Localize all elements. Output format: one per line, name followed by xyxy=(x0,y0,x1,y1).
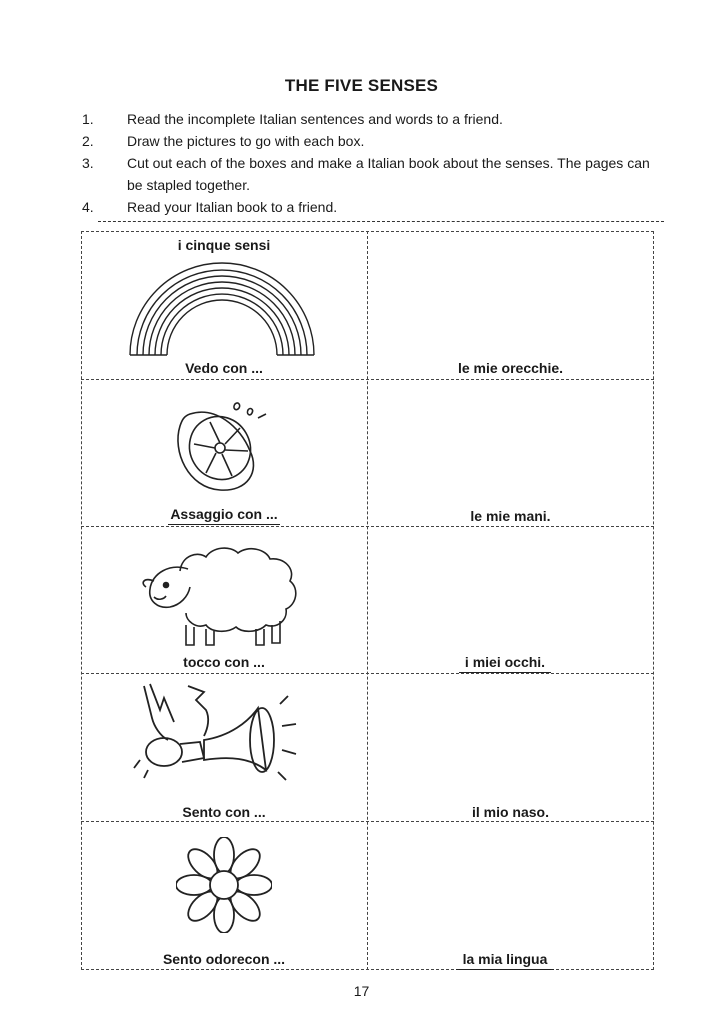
grid-divider xyxy=(81,821,654,822)
sentence-label: Sento odorecon ... xyxy=(162,951,286,967)
instruction-text: Read the incomplete Italian sentences and words to a friend. xyxy=(127,111,503,127)
grid-divider xyxy=(81,526,654,527)
cut-line xyxy=(98,221,664,222)
page-title: THE FIVE SENSES xyxy=(284,76,439,95)
ending-label: i miei occhi. xyxy=(445,654,565,670)
lemon-icon xyxy=(170,396,272,496)
horn-icon xyxy=(130,678,300,784)
rainbow-icon xyxy=(126,255,318,357)
instruction-text: Draw the pictures to go with each box. xyxy=(127,133,365,149)
sheep-icon xyxy=(140,541,306,651)
grid-divider-vertical xyxy=(367,231,368,970)
ending-label: il mio naso. xyxy=(471,804,549,820)
instruction-item xyxy=(82,152,662,196)
grid-divider xyxy=(81,379,654,380)
sentence-label: Vedo con ... xyxy=(185,360,263,376)
ending-label: la mia lingua xyxy=(440,951,570,967)
flower-icon xyxy=(176,837,272,933)
sentence-label: Assaggio con ... xyxy=(150,506,298,522)
instruction-text: Cut out each of the boxes and make a Italian book about the senses. The pages can be stapled together. xyxy=(127,155,650,193)
instruction-item xyxy=(82,108,662,130)
instruction-number: 4. xyxy=(82,199,94,215)
grid-divider xyxy=(81,673,654,674)
page-number: 17 xyxy=(353,983,370,999)
sentence-label: tocco con ... xyxy=(183,654,265,670)
ending-label: le mie orecchie. xyxy=(457,360,564,376)
sentence-label: Sento con ... xyxy=(182,804,266,820)
instruction-number: 2. xyxy=(82,133,94,149)
instruction-number: 1. xyxy=(82,111,94,127)
instructions-list xyxy=(82,108,662,218)
instruction-item xyxy=(82,130,662,152)
instruction-item xyxy=(82,196,662,218)
ending-label: le mie mani. xyxy=(470,508,551,524)
cover-label: i cinque sensi xyxy=(177,237,271,253)
instruction-number: 3. xyxy=(82,155,94,171)
instruction-text: Read your Italian book to a friend. xyxy=(127,199,338,215)
